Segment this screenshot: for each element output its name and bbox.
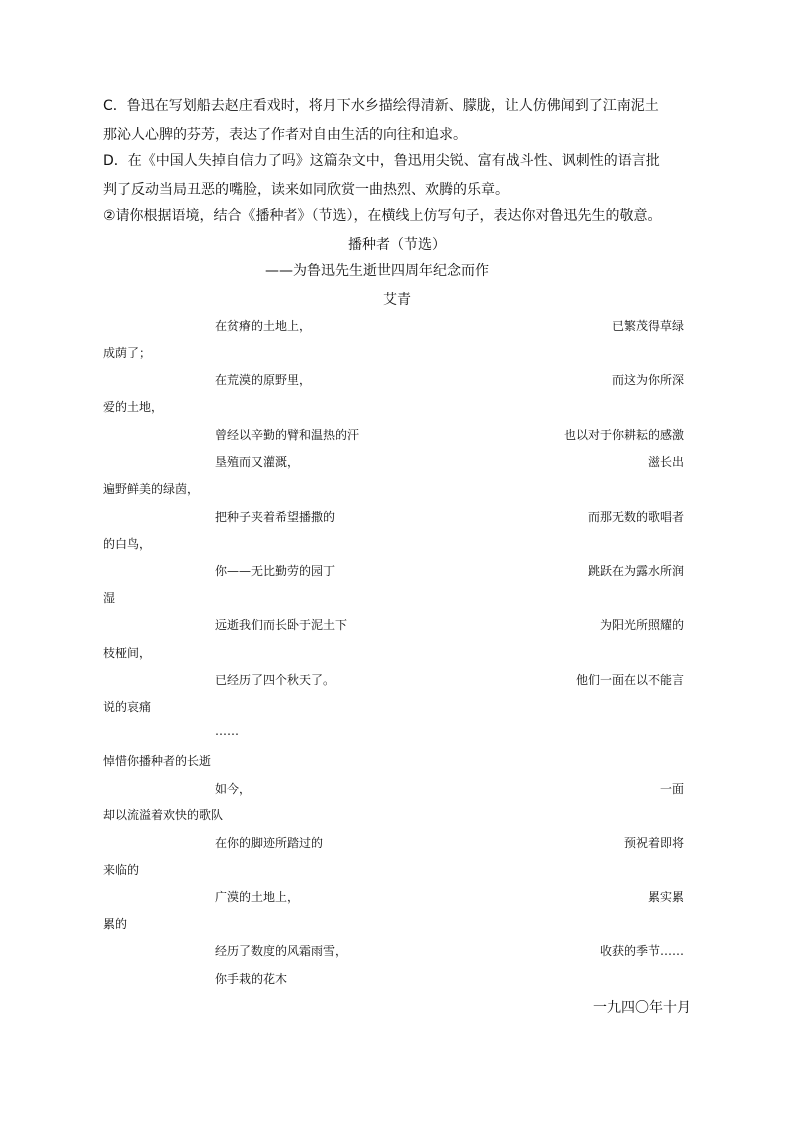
- poem-left-line: 垦殖而又灌溉，: [215, 455, 300, 469]
- poem-left-line: 经历了数度的风霜雨雪，: [215, 944, 348, 958]
- poem-right-line: 也以对于你耕耘的感激: [563, 428, 684, 442]
- poem-left-line: 在你的脚迹所踏过的: [215, 836, 324, 850]
- poem-subtitle: ——为鲁迅先生逝世四周年纪念而作: [265, 263, 489, 279]
- poem-right-line: 而这为你所深: [611, 373, 684, 387]
- poem-left-line: 已经历了四个秋天了。: [215, 673, 336, 687]
- poem-wrap-line: 来临的: [103, 863, 140, 877]
- poem-wrap-line: 说的哀痛: [103, 700, 152, 714]
- poem-wrap-line: 遍野鲜美的绿茵，: [103, 482, 200, 496]
- poem-left-line: 把种子夹着希望播撒的: [215, 510, 336, 524]
- poem-left-line: ……: [215, 724, 239, 738]
- poem-left-line: 广漠的土地上，: [215, 890, 300, 904]
- poem-left-line: 你手栽的花木: [215, 972, 288, 986]
- poem-right-line: 他们一面在以不能言: [575, 673, 684, 687]
- poem-wrap-line: 却以流溢着欢快的歌队: [103, 808, 224, 822]
- option-d-line1: D．在《中国人失掉自信力了吗》这篇杂文中，鲁迅用尖锐、富有战斗性、讽刺性的语言批: [103, 153, 660, 169]
- poem-right-line: 收获的季节……: [599, 944, 684, 958]
- poem-wrap-line: 湿: [103, 591, 116, 605]
- poem-right-line: 跳跃在为露水所润: [587, 564, 684, 578]
- poem-right-line: 为阳光所照耀的: [599, 618, 684, 632]
- option-d-line2: 判了反动当局丑恶的嘴脸，读来如同欣赏一曲热烈、欢腾的乐章。: [103, 182, 509, 198]
- poem-wrap-line: 累的: [103, 917, 128, 931]
- poem-wrap-line: 悼惜你播种者的长逝: [103, 754, 212, 768]
- poem-wrap-line: 枝桠间，: [103, 646, 152, 660]
- poem-wrap-line: 爱的土地，: [103, 400, 164, 414]
- question-text: ②请你根据语境，结合《播种者》（节选），在横线上仿写句子，表达你对鲁迅先生的敬意。: [103, 208, 662, 224]
- poem-right-line: 滋长出: [647, 455, 684, 469]
- poem-left-line: 如今，: [215, 782, 252, 796]
- poem-left-line: 远逝我们而长卧于泥土下: [215, 618, 348, 632]
- poem-author: 艾青: [383, 292, 411, 308]
- poem-left-line: 在荒漠的原野里，: [215, 373, 312, 387]
- poem-right-line: 已繁茂得草绿: [611, 319, 684, 333]
- poem-wrap-line: 的白鸟，: [103, 537, 152, 551]
- poem-left-line: 曾经以辛勤的臂和温热的汗: [215, 428, 360, 442]
- poem-date: 一九四〇年十月: [593, 1000, 691, 1016]
- poem-right-line: 一面: [659, 782, 684, 796]
- poem-wrap-line: 成荫了；: [103, 346, 152, 360]
- poem-right-line: 而那无数的歌唱者: [587, 510, 684, 524]
- option-c-line2: 那沁人心脾的芬芳，表达了作者对自由生活的向往和追求。: [103, 127, 467, 143]
- poem-title: 播种者（节选）: [348, 237, 446, 253]
- poem-right-line: 累实累: [647, 890, 684, 904]
- poem-left-line: 在贫瘠的土地上，: [215, 319, 312, 333]
- poem-right-line: 预祝着即将: [623, 836, 684, 850]
- poem-left-line: 你——无比勤劳的园丁: [215, 564, 336, 578]
- option-c-line1: C．鲁迅在写划船去赵庄看戏时，将月下水乡描绘得清新、朦胧，让人仿佛闻到了江南泥土: [103, 98, 659, 114]
